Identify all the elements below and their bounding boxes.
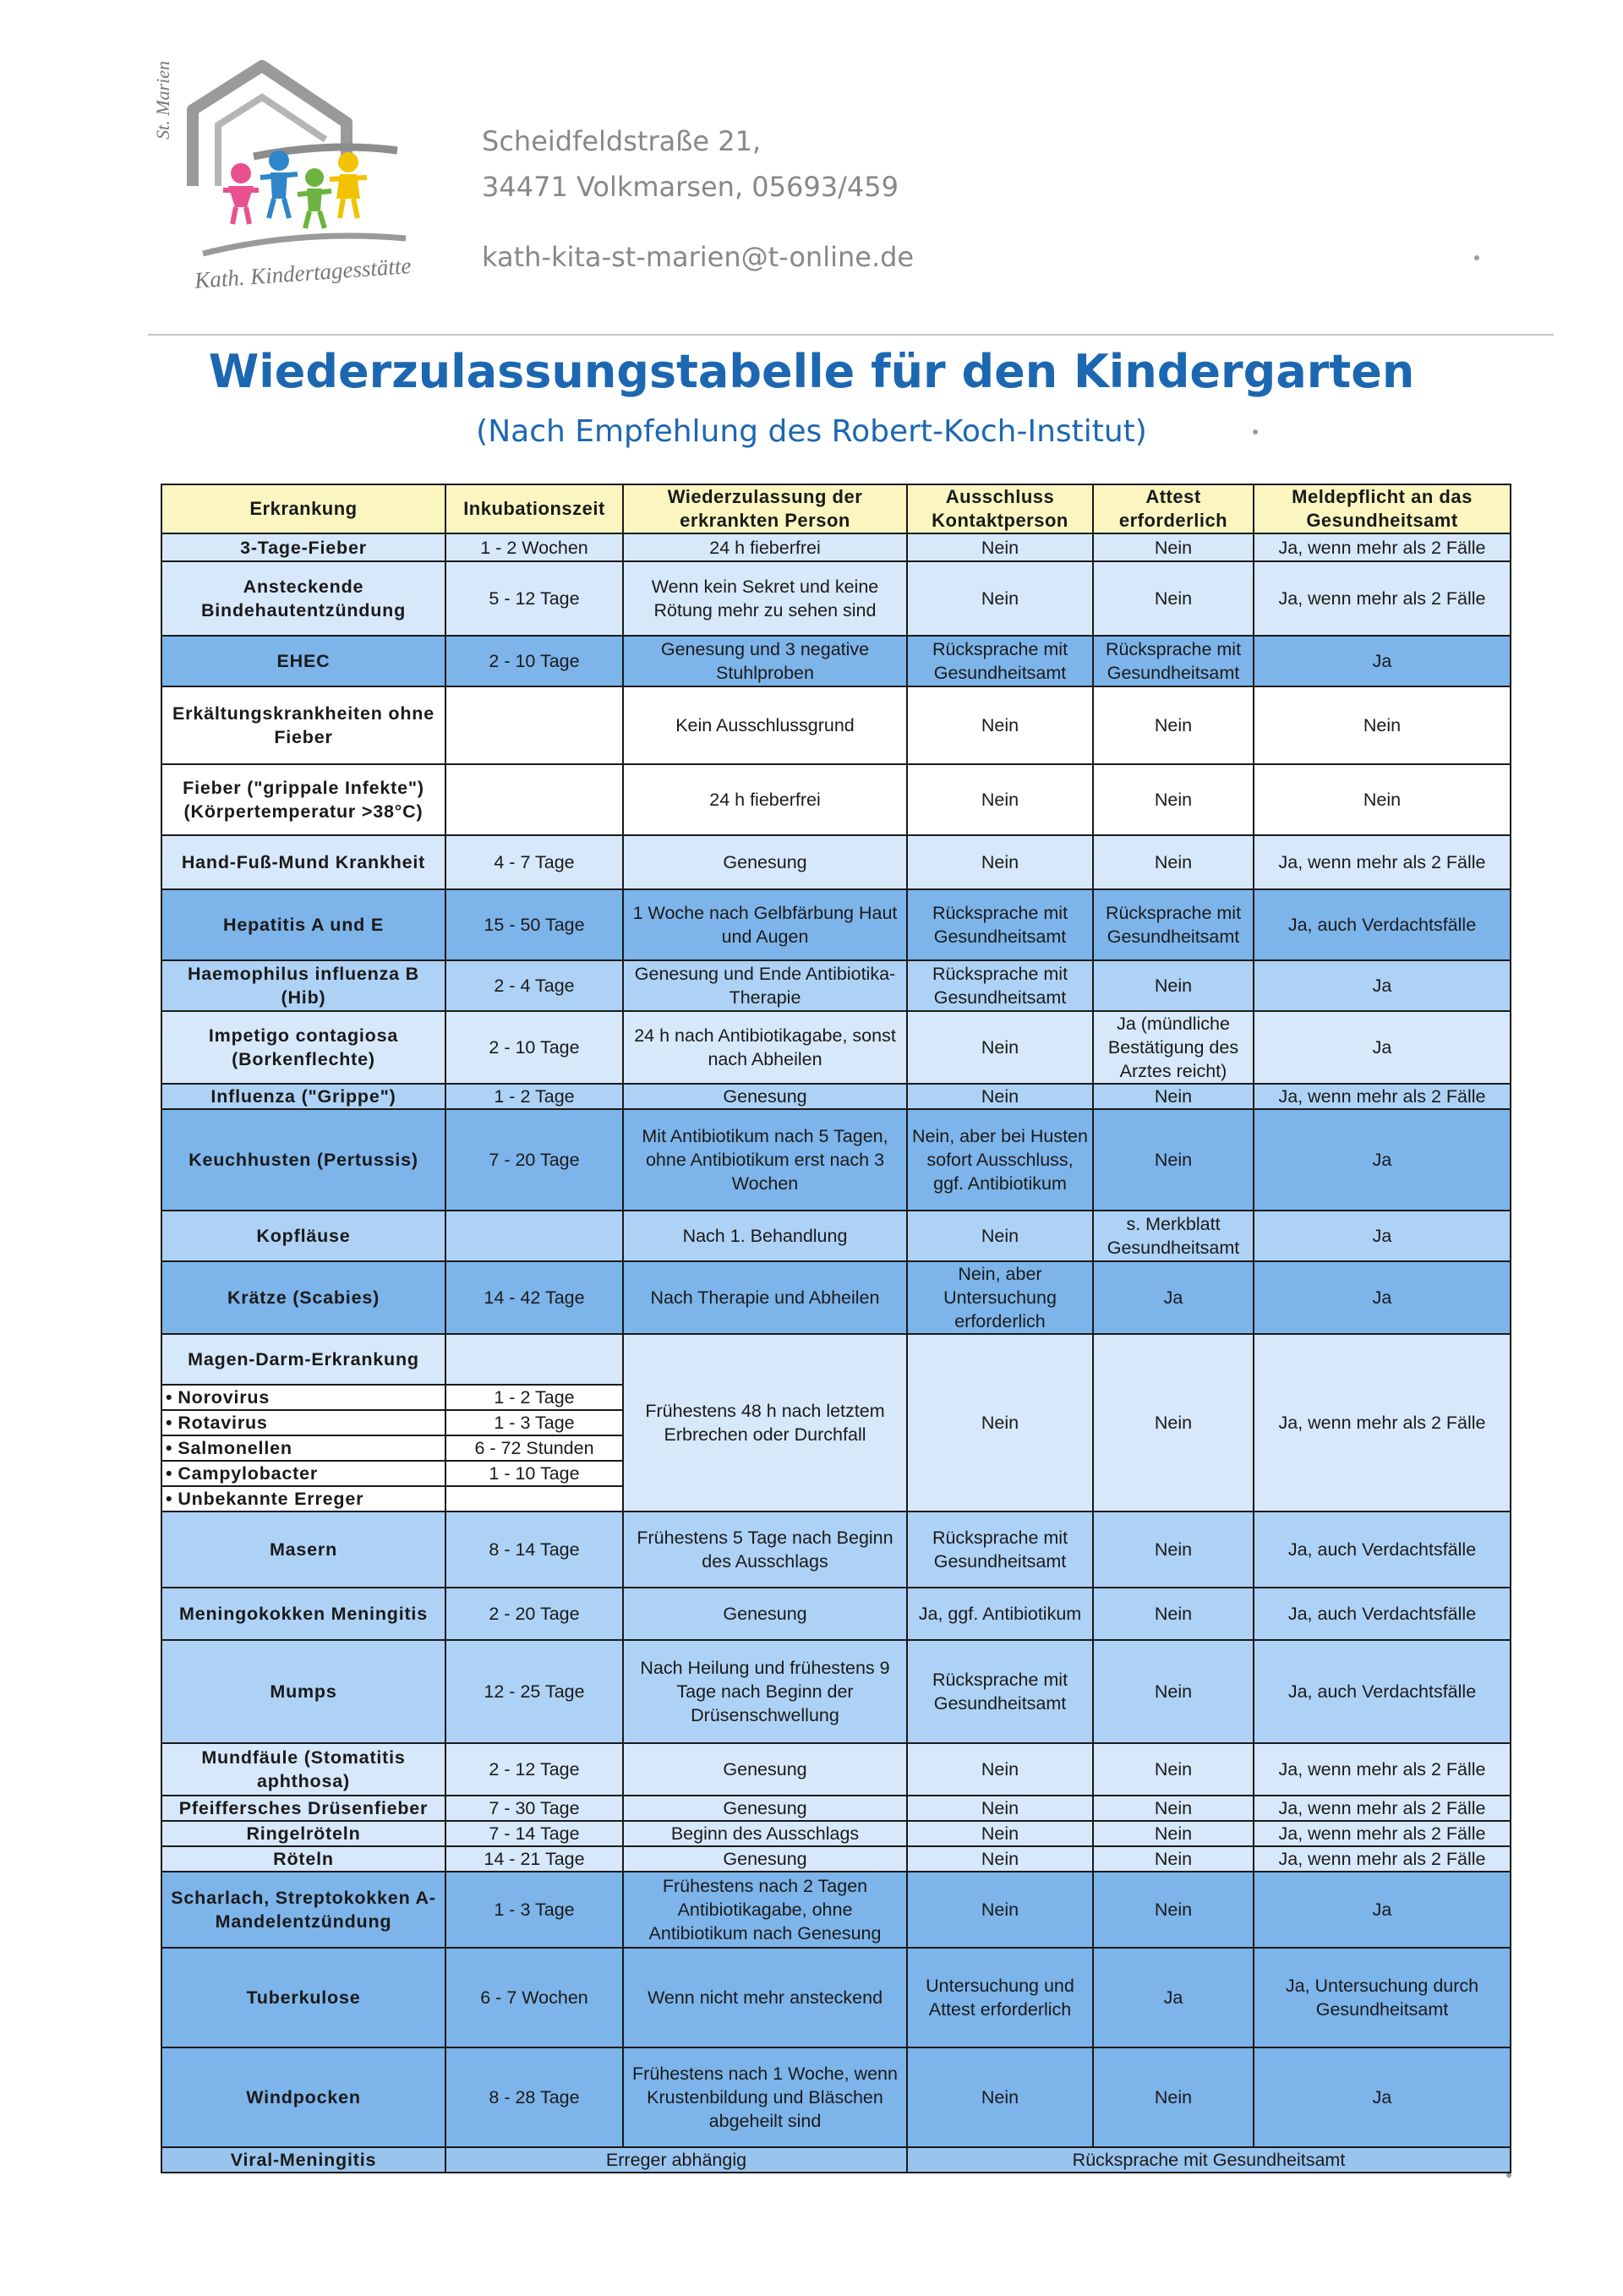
table-row (161, 1743, 1511, 1796)
cell-contact-exclusion: Nein (907, 561, 1093, 636)
cell-incubation: 8 - 14 Tage (445, 1512, 623, 1588)
cell-contact-exclusion: Rücksprache mit Gesundheitsamt (907, 636, 1093, 686)
cell-reporting: Nein (1254, 686, 1511, 764)
cell-contact-exclusion: Nein (907, 1334, 1093, 1512)
table-row (161, 561, 1511, 636)
cell-disease: Keuchhusten (Pertussis) (161, 1109, 445, 1211)
cell-disease: Mundfäule (Stomatitis aphthosa) (161, 1743, 445, 1796)
cell-incubation: 2 - 10 Tage (445, 1011, 623, 1084)
cell-disease: Mumps (161, 1640, 445, 1743)
cell-contact-exclusion: Nein, aber Untersuchung erforderlich (907, 1261, 1093, 1334)
cell-incubation: 5 - 12 Tage (445, 561, 623, 636)
cell-disease: Röteln (161, 1846, 445, 1872)
cell-readmission: Genesung und Ende Antibiotika-Therapie (623, 960, 907, 1011)
cell-disease: Hepatitis A und E (161, 889, 445, 960)
cell-reporting: Ja, wenn mehr als 2 Fälle (1254, 1084, 1511, 1109)
cell-contact-exclusion: Rücksprache mit Gesundheitsamt (907, 1512, 1093, 1588)
cell-disease: EHEC (161, 636, 445, 686)
cell-incubation (445, 1211, 623, 1261)
cell-contact-exclusion: Nein (907, 835, 1093, 889)
cell-disease: Hand-Fuß-Mund Krankheit (161, 835, 445, 889)
table-row (161, 1109, 1511, 1211)
cell-reporting: Ja (1254, 1211, 1511, 1261)
cell-contact-exclusion: Nein, aber bei Husten sofort Ausschluss, ggf. Antibiotikum (907, 1109, 1093, 1211)
table-row (161, 2047, 1511, 2147)
cell-disease: Magen-Darm-Erkrankung (161, 1334, 445, 1385)
cell-incubation: 1 - 2 Wochen (445, 533, 623, 561)
cell-attest: Nein (1093, 2047, 1254, 2147)
cell-contact-exclusion: Nein (907, 764, 1093, 835)
cell-incubation: 2 - 20 Tage (445, 1588, 623, 1640)
table-row (161, 686, 1511, 764)
cell-disease: Meningokokken Meningitis (161, 1588, 445, 1640)
cell-incubation: 7 - 14 Tage (445, 1821, 623, 1846)
cell-readmission: 24 h fieberfrei (623, 533, 907, 561)
cell-contact-exclusion: Nein (907, 686, 1093, 764)
cell-contact-exclusion: Nein (907, 1211, 1093, 1261)
header-ausschluss: Ausschluss Kontaktperson (907, 484, 1093, 533)
address-block (482, 118, 899, 210)
cell-reporting: Ja (1254, 1872, 1511, 1948)
table-row (161, 1846, 1511, 1872)
cell-incubation (445, 764, 623, 835)
cell-pathogen: • Norovirus (161, 1385, 445, 1410)
cell-readmission: Frühestens nach 1 Woche, wenn Krustenbildung und Bläschen abgeheilt sind (623, 2047, 907, 2147)
cell-disease: Viral-Meningitis (161, 2147, 445, 2173)
table-row (161, 533, 1511, 561)
cell-pathogen: • Campylobacter (161, 1461, 445, 1486)
cell-attest: Nein (1093, 1821, 1254, 1846)
cell-pathogen: • Salmonellen (161, 1435, 445, 1461)
cell-readmission: Beginn des Ausschlags (623, 1821, 907, 1846)
cell-reporting: Ja, auch Verdachtsfälle (1254, 1640, 1511, 1743)
cell-contact-exclusion: Nein (907, 2047, 1093, 2147)
cell-contact-exclusion: Untersuchung und Attest erforderlich (907, 1948, 1093, 2047)
cell-contact-exclusion: Nein (907, 1011, 1093, 1084)
cell-pathogen: • Unbekannte Erreger (161, 1486, 445, 1512)
cell-disease: Ansteckende Bindehautentzündung (161, 561, 445, 636)
cell-disease: Influenza ("Grippe") (161, 1084, 445, 1109)
cell-readmission: 24 h nach Antibiotikagabe, sonst nach Abheilen (623, 1011, 907, 1084)
cell-attest: Ja (1093, 1948, 1254, 2047)
cell-reporting: Ja, wenn mehr als 2 Fälle (1254, 1821, 1511, 1846)
cell-incubation: 14 - 21 Tage (445, 1846, 623, 1872)
cell-readmission: Genesung (623, 1084, 907, 1109)
address-street: Scheidfeldstraße 21, (482, 125, 762, 157)
cell-readmission: Wenn kein Sekret und keine Rötung mehr zu sehen sind (623, 561, 907, 636)
cell-disease: Haemophilus influenza B (Hib) (161, 960, 445, 1011)
cell-attest: Nein (1093, 1743, 1254, 1796)
cell-attest: Ja (1093, 1261, 1254, 1334)
cell-incubation: 2 - 4 Tage (445, 960, 623, 1011)
table-row (161, 1261, 1511, 1334)
cell-readmission: Genesung (623, 1846, 907, 1872)
cell-incubation: 7 - 30 Tage (445, 1796, 623, 1821)
cell-incubation: 15 - 50 Tage (445, 889, 623, 960)
table-row (161, 1512, 1511, 1588)
cell-incubation: 1 - 2 Tage (445, 1084, 623, 1109)
kita-logo (152, 59, 456, 313)
cell-incubation: 4 - 7 Tage (445, 835, 623, 889)
cell-reporting: Ja (1254, 960, 1511, 1011)
cell-contact-exclusion: Nein (907, 1872, 1093, 1948)
cell-attest: Nein (1093, 764, 1254, 835)
cell-attest: Nein (1093, 1872, 1254, 1948)
cell-readmission: Frühestens nach 2 Tagen Antibiotikagabe, ohne Antibiotikum nach Genesung (623, 1872, 907, 1948)
table-row (161, 889, 1511, 960)
table-row (161, 1872, 1511, 1948)
cell-reporting: Ja, Untersuchung durch Gesundheitsamt (1254, 1948, 1511, 2047)
cell-disease: Impetigo contagiosa (Borkenflechte) (161, 1011, 445, 1084)
table-row (161, 1821, 1511, 1846)
cell-contact-exclusion: Rücksprache mit Gesundheitsamt (907, 1640, 1093, 1743)
cell-readmission: 1 Woche nach Gelbfärbung Haut und Augen (623, 889, 907, 960)
cell-incubation (445, 686, 623, 764)
email-address: kath-kita-st-marien@t-online.de (482, 241, 915, 273)
table-row (161, 1948, 1511, 2047)
cell-pathogen-dependent: Erreger abhängig (445, 2147, 907, 2173)
cell-attest: Nein (1093, 1846, 1254, 1872)
cell-contact-exclusion: Nein (907, 1821, 1093, 1846)
cell-incubation: 1 - 10 Tage (445, 1461, 623, 1486)
cell-disease: Fieber ("grippale Infekte") (Körpertemperatur >38°C) (161, 764, 445, 835)
cell-disease: Ringelröteln (161, 1821, 445, 1846)
cell-disease: Tuberkulose (161, 1948, 445, 2047)
cell-readmission: Genesung (623, 835, 907, 889)
cell-readmission: Genesung (623, 1743, 907, 1796)
cell-contact-exclusion: Ja, ggf. Antibiotikum (907, 1588, 1093, 1640)
cell-contact-exclusion: Nein (907, 1084, 1093, 1109)
cell-reporting: Ja, wenn mehr als 2 Fälle (1254, 1334, 1511, 1512)
header-inkubationszeit: Inkubationszeit (445, 484, 623, 533)
cell-attest: Nein (1093, 686, 1254, 764)
cell-incubation: 1 - 3 Tage (445, 1410, 623, 1435)
cell-incubation: 1 - 2 Tage (445, 1385, 623, 1410)
table-row (161, 1211, 1511, 1261)
cell-reporting: Ja, auch Verdachtsfälle (1254, 1512, 1511, 1588)
cell-reporting: Ja, wenn mehr als 2 Fälle (1254, 835, 1511, 889)
cell-readmission: Genesung (623, 1588, 907, 1640)
header-wiederzulassung: Wiederzulassung der erkrankten Person (623, 484, 907, 533)
cell-incubation: 12 - 25 Tage (445, 1640, 623, 1743)
cell-readmission: Nach 1. Behandlung (623, 1211, 907, 1261)
cell-readmission: 24 h fieberfrei (623, 764, 907, 835)
logo-bottom-text: Kath. Kindertagesstätte (194, 253, 413, 293)
cell-incubation: 6 - 7 Wochen (445, 1948, 623, 2047)
cell-attest: Nein (1093, 533, 1254, 561)
cell-reporting: Ja, auch Verdachtsfälle (1254, 1588, 1511, 1640)
cell-readmission: Nach Heilung und frühestens 9 Tage nach Beginn der Drüsenschwellung (623, 1640, 907, 1743)
address-city-phone: 34471 Volkmarsen, 05693/459 (482, 171, 899, 203)
cell-consult-health-office: Rücksprache mit Gesundheitsamt (907, 2147, 1511, 2173)
cell-contact-exclusion: Nein (907, 1796, 1093, 1821)
cell-incubation: 2 - 10 Tage (445, 636, 623, 686)
cell-disease: Erkältungskrankheiten ohne Fieber (161, 686, 445, 764)
cell-incubation (445, 1334, 623, 1385)
cell-reporting: Ja (1254, 636, 1511, 686)
cell-reporting: Ja, auch Verdachtsfälle (1254, 889, 1511, 960)
cell-reporting: Ja, wenn mehr als 2 Fälle (1254, 533, 1511, 561)
cell-disease: Masern (161, 1512, 445, 1588)
cell-disease: Windpocken (161, 2047, 445, 2147)
cell-attest: Nein (1093, 1640, 1254, 1743)
cell-reporting: Ja, wenn mehr als 2 Fälle (1254, 1743, 1511, 1796)
header-erkrankung: Erkrankung (161, 484, 445, 533)
cell-incubation: 2 - 12 Tage (445, 1743, 623, 1796)
page-subtitle: (Nach Empfehlung des Robert-Koch-Institut) (476, 414, 1147, 449)
table-row (161, 764, 1511, 835)
cell-contact-exclusion: Rücksprache mit Gesundheitsamt (907, 889, 1093, 960)
cell-disease: Kopfläuse (161, 1211, 445, 1261)
cell-contact-exclusion: Rücksprache mit Gesundheitsamt (907, 960, 1093, 1011)
table-row (161, 1084, 1511, 1109)
cell-readmission: Frühestens 48 h nach letztem Erbrechen oder Durchfall (623, 1334, 907, 1512)
table-header-row (161, 484, 1511, 533)
cell-readmission: Genesung und 3 negative Stuhlproben (623, 636, 907, 686)
cell-incubation: 14 - 42 Tage (445, 1261, 623, 1334)
header-attest: Attest erforderlich (1093, 484, 1254, 533)
cell-attest: Nein (1093, 1588, 1254, 1640)
table-row (161, 1640, 1511, 1743)
cell-attest: Nein (1093, 835, 1254, 889)
cell-attest: Nein (1093, 1084, 1254, 1109)
table-row (161, 1796, 1511, 1821)
cell-incubation (445, 1486, 623, 1512)
cell-attest: Nein (1093, 1334, 1254, 1512)
table-row (161, 636, 1511, 686)
cell-incubation: 8 - 28 Tage (445, 2047, 623, 2147)
cell-readmission: Frühestens 5 Tage nach Beginn des Ausschlags (623, 1512, 907, 1588)
cell-incubation: 1 - 3 Tage (445, 1872, 623, 1948)
table-row (161, 835, 1511, 889)
cell-pathogen: • Rotavirus (161, 1410, 445, 1435)
cell-readmission: Kein Ausschlussgrund (623, 686, 907, 764)
cell-attest: Rücksprache mit Gesundheitsamt (1093, 889, 1254, 960)
table-row (161, 1588, 1511, 1640)
cell-reporting: Ja (1254, 1011, 1511, 1084)
header-divider (148, 334, 1554, 336)
cell-incubation: 7 - 20 Tage (445, 1109, 623, 1211)
cell-readmission: Wenn nicht mehr ansteckend (623, 1948, 907, 2047)
cell-readmission: Nach Therapie und Abheilen (623, 1261, 907, 1334)
cell-reporting: Ja, wenn mehr als 2 Fälle (1254, 561, 1511, 636)
cell-attest: Rücksprache mit Gesundheitsamt (1093, 636, 1254, 686)
page-title: Wiederzulassungstabelle für den Kindergarten (208, 345, 1415, 398)
cell-reporting: Ja (1254, 2047, 1511, 2147)
cell-attest: s. Merkblatt Gesundheitsamt (1093, 1211, 1254, 1261)
cell-contact-exclusion: Nein (907, 533, 1093, 561)
table-row (161, 1011, 1511, 1084)
cell-attest: Nein (1093, 960, 1254, 1011)
table-row-gastro (161, 1334, 1511, 1385)
logo-side-text: St. Marien (152, 61, 173, 139)
scan-speck (1253, 429, 1258, 435)
cell-attest: Nein (1093, 1796, 1254, 1821)
cell-disease: Krätze (Scabies) (161, 1261, 445, 1334)
cell-disease: Pfeiffersches Drüsenfieber (161, 1796, 445, 1821)
cell-reporting: Nein (1254, 764, 1511, 835)
header-meldepflicht: Meldepflicht an das Gesundheitsamt (1254, 484, 1511, 533)
readmission-table (161, 484, 1510, 2173)
table-row-viral-meningitis (161, 2147, 1511, 2173)
cell-incubation: 6 - 72 Stunden (445, 1435, 623, 1461)
cell-attest: Nein (1093, 561, 1254, 636)
cell-reporting: Ja, wenn mehr als 2 Fälle (1254, 1796, 1511, 1821)
cell-reporting: Ja, wenn mehr als 2 Fälle (1254, 1846, 1511, 1872)
cell-reporting: Ja (1254, 1261, 1511, 1334)
cell-reporting: Ja (1254, 1109, 1511, 1211)
cell-contact-exclusion: Nein (907, 1846, 1093, 1872)
cell-attest: Nein (1093, 1109, 1254, 1211)
cell-disease: 3-Tage-Fieber (161, 533, 445, 561)
scan-speck (1474, 255, 1479, 260)
cell-contact-exclusion: Nein (907, 1743, 1093, 1796)
cell-attest: Ja (mündliche Bestätigung des Arztes reicht) (1093, 1011, 1254, 1084)
table-row (161, 960, 1511, 1011)
cell-readmission: Genesung (623, 1796, 907, 1821)
cell-disease: Scharlach, Streptokokken A-Mandelentzündung (161, 1872, 445, 1948)
cell-attest: Nein (1093, 1512, 1254, 1588)
cell-readmission: Mit Antibiotikum nach 5 Tagen, ohne Antibiotikum erst nach 3 Wochen (623, 1109, 907, 1211)
